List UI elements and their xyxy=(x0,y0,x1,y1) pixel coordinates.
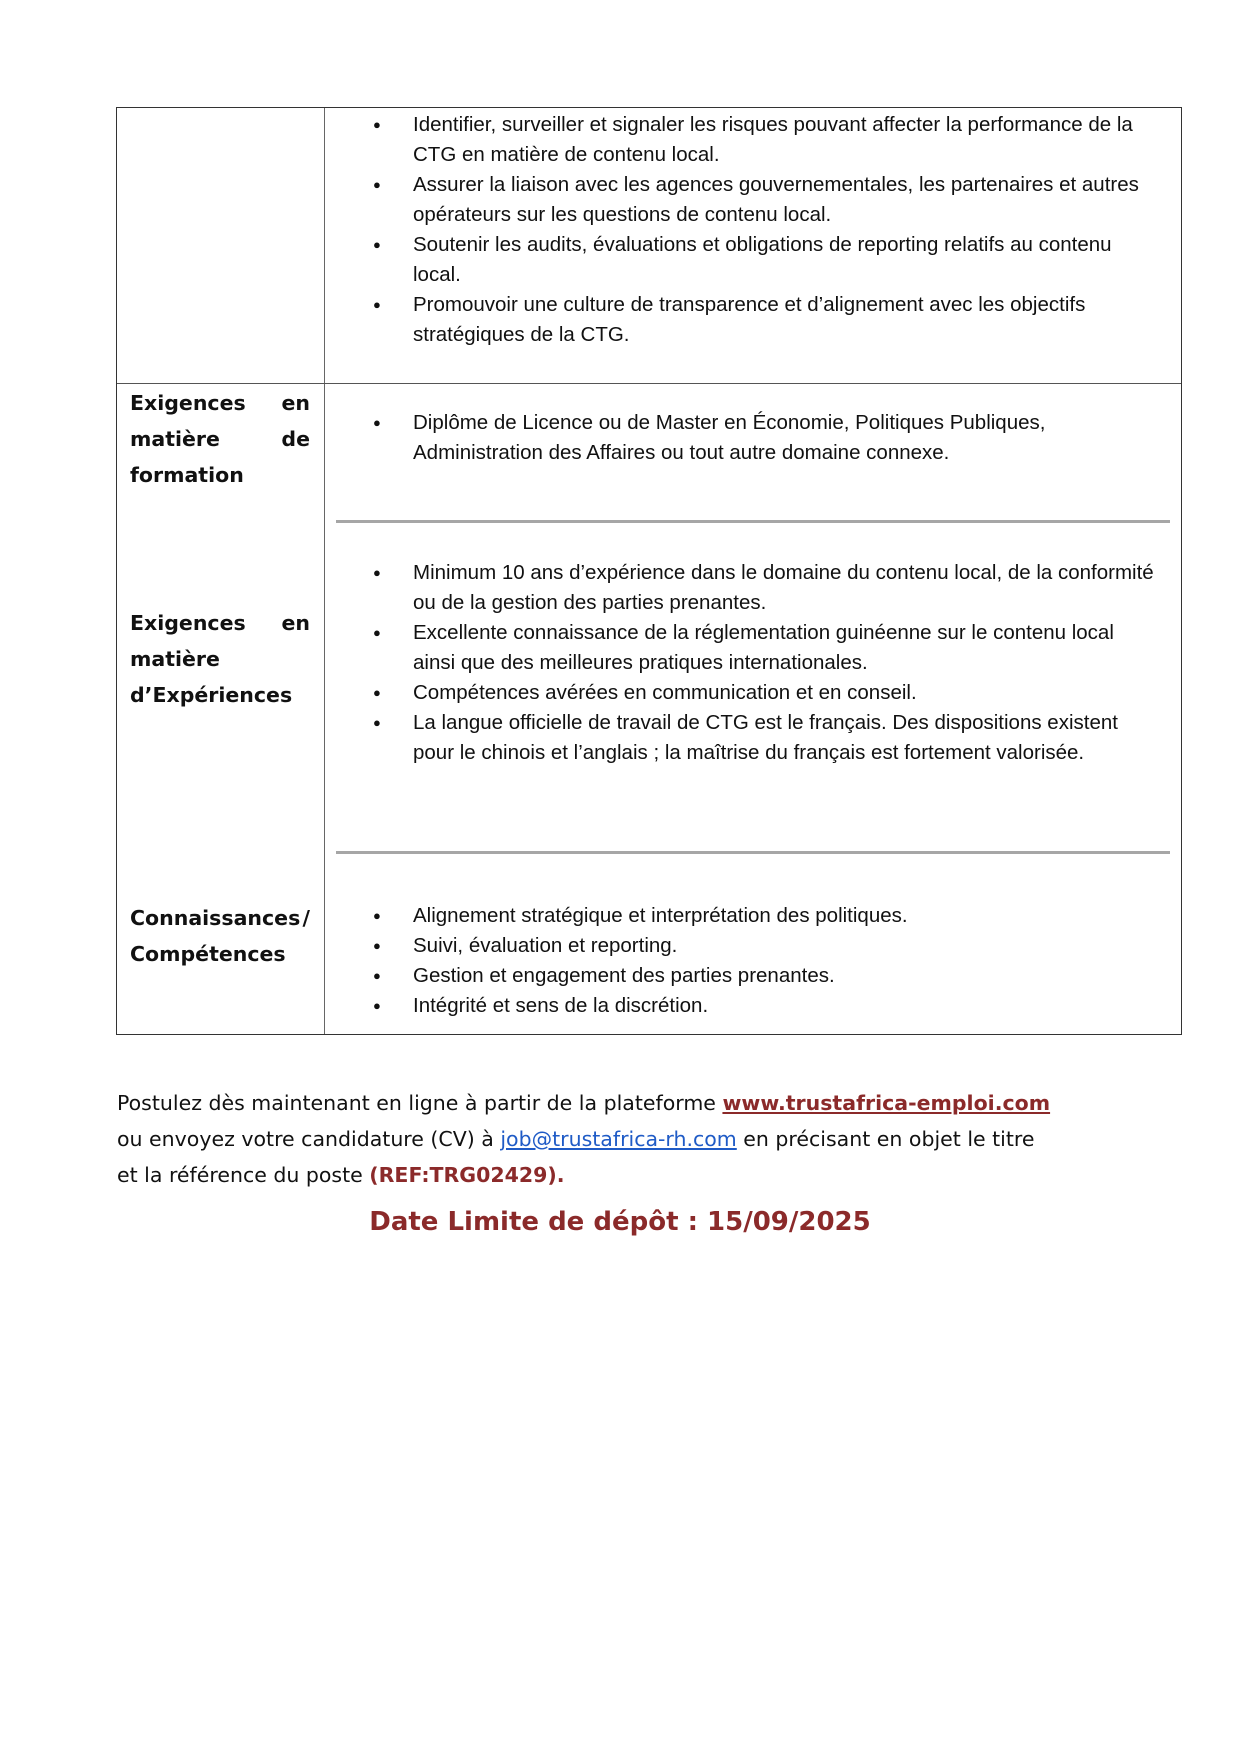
instruction-text: ou envoyez votre candidature (CV) à xyxy=(117,1127,501,1151)
label-word: d’Expériences xyxy=(130,683,293,707)
section-rule xyxy=(336,520,1170,523)
label-word: / xyxy=(302,906,310,930)
responsibilities-list xyxy=(117,110,1161,350)
list-item: ● Gestion et engagement des parties prenantes. xyxy=(117,961,1161,991)
application-instructions xyxy=(117,1085,1127,1193)
label-word: Compétences xyxy=(130,942,286,966)
label-word: matière xyxy=(130,427,220,451)
instruction-text: en précisant en objet le titre xyxy=(736,1127,1035,1151)
list-item: ● Alignement stratégique et interprétation des politiques. xyxy=(117,901,1161,931)
list-item: ● Minimum 10 ans d’expérience dans le domaine du contenu local, de la conformité ou de la gestion des parties prenantes. xyxy=(117,558,1161,618)
list-item: ● Suivi, évaluation et reporting. xyxy=(117,931,1161,961)
row-divider xyxy=(117,383,1181,384)
website-link[interactable]: www.trustafrica-emploi.com xyxy=(722,1091,1051,1115)
label-word: de xyxy=(281,427,310,451)
list-item: ● La langue officielle de travail de CTG est le français. Des dispositions existent pour le chinois et l’anglais ; la maîtrise du français est fortement valorisée. xyxy=(117,708,1161,768)
label-word: matière xyxy=(130,647,220,671)
section-rule xyxy=(336,851,1170,854)
email-link[interactable]: job@trustafrica-rh.com xyxy=(500,1127,737,1151)
job-requirements-table xyxy=(116,107,1182,1035)
job-reference: (REF:TRG02429). xyxy=(369,1163,565,1187)
list-item: ● Assurer la liaison avec les agences gouvernementales, les partenaires et autres opérateurs sur les questions de contenu local. xyxy=(117,170,1161,230)
formation-list xyxy=(117,408,1161,468)
list-item: ● Identifier, surveiller et signaler les risques pouvant affecter la performance de la CTG en matière de contenu local. xyxy=(117,110,1161,170)
list-item: ● Compétences avérées en communication et en conseil. xyxy=(117,678,1161,708)
label-word: formation xyxy=(130,463,244,487)
list-item: ● Diplôme de Licence ou de Master en Économie, Politiques Publiques, Administration des Affaires ou tout autre domaine connexe. xyxy=(117,408,1161,468)
list-item: ● Excellente connaissance de la réglementation guinéenne sur le contenu local ainsi que des meilleures pratiques internationales. xyxy=(117,618,1161,678)
label-word: Connaissances xyxy=(130,906,301,930)
list-item: ● Promouvoir une culture de transparence et d’alignement avec les objectifs stratégiques de la CTG. xyxy=(117,290,1161,350)
list-item: ● Intégrité et sens de la discrétion. xyxy=(117,991,1161,1021)
application-deadline: Date Limite de dépôt : 15/09/2025 xyxy=(369,1207,871,1237)
list-item: ● Soutenir les audits, évaluations et obligations de reporting relatifs au contenu local. xyxy=(117,230,1161,290)
label-word: Exigences xyxy=(130,611,246,635)
experience-list xyxy=(117,558,1161,768)
instruction-text: et la référence du poste xyxy=(117,1163,370,1187)
skills-list xyxy=(117,901,1161,1021)
label-word: en xyxy=(281,611,310,635)
label-word: en xyxy=(281,391,310,415)
instruction-text: Postulez dès maintenant en ligne à partir de la plateforme xyxy=(117,1091,723,1115)
label-word: Exigences xyxy=(130,391,246,415)
